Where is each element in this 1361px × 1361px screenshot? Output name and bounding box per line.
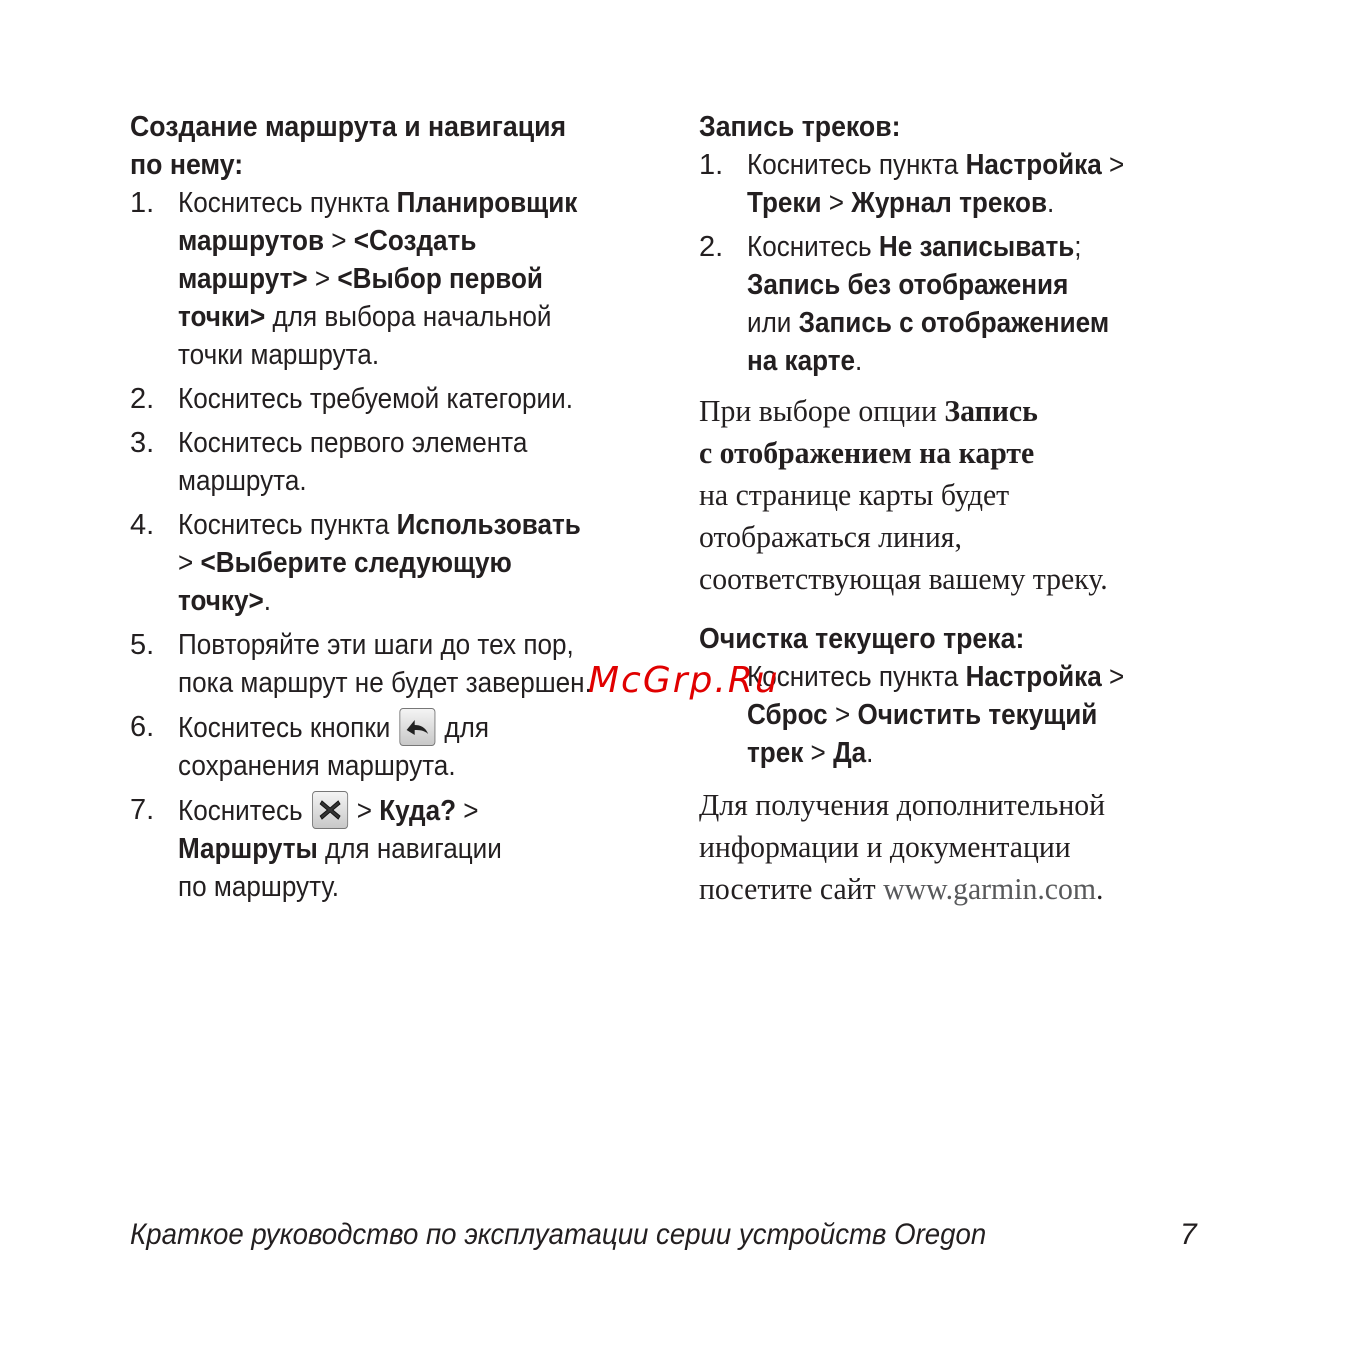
list-item: 4. Коснитесь пункта Использовать > <Выберите следующую точку>. <box>130 509 581 617</box>
list-item: 7. Коснитесь > Куда? > Маршруты для навигации по маршруту. <box>130 791 670 906</box>
more-info-paragraph: Для получения дополнительной информации и документации посетите сайт www.garmin.com. <box>699 787 1106 906</box>
list-item: 3. Коснитесь первого элемента маршрута. <box>130 427 528 497</box>
garmin-website-link[interactable]: www.garmin.com <box>883 871 1097 906</box>
list-item: 1. Коснитесь пункта Настройка > Треки > Журнал треков. <box>699 149 1125 219</box>
list-item: 2. Коснитесь требуемой категории. <box>130 383 573 415</box>
close-x-icon <box>312 791 348 829</box>
list-item: 1. Коснитесь пункта Планировщик маршрутов > <Создать маршрут> > <Выбор первой точки> для выбора начальной точки маршрута. <box>130 187 578 371</box>
watermark: McGrp.Ru <box>588 660 780 701</box>
list-item: 2. Коснитесь Не записывать; Запись без отображения или Запись с отображением на карте. <box>699 231 1110 377</box>
section-heading-tracks: Запись треков: <box>699 111 901 143</box>
route-steps-list <box>130 184 670 906</box>
left-column <box>130 108 670 912</box>
back-arrow-icon <box>399 708 435 746</box>
track-steps-list <box>699 146 1219 380</box>
section-heading-clear-track: Очистка текущего трека: <box>699 623 1025 655</box>
page-number: 7 <box>1180 1218 1197 1251</box>
right-column <box>699 108 1219 910</box>
section-heading-create-route: Создание маршрута и навигация по нему: <box>130 111 567 181</box>
list-item: 6. Коснитесь кнопки для сохранения маршрута. <box>130 708 670 785</box>
footer-title: Краткое руководство по эксплуатации серии устройств Oregon <box>130 1218 987 1251</box>
track-display-paragraph: При выборе опции Запись с отображением на карте на странице карты будет отображаться линия, соответствующая вашему треку. <box>699 393 1108 596</box>
clear-track-instructions: Коснитесь пункта Настройка > Сброс > Очистить текущий трек > Да. <box>747 661 1125 769</box>
list-item: 5. Повторяйте эти шаги до тех пор, пока маршрут не будет завершен. <box>130 629 592 699</box>
